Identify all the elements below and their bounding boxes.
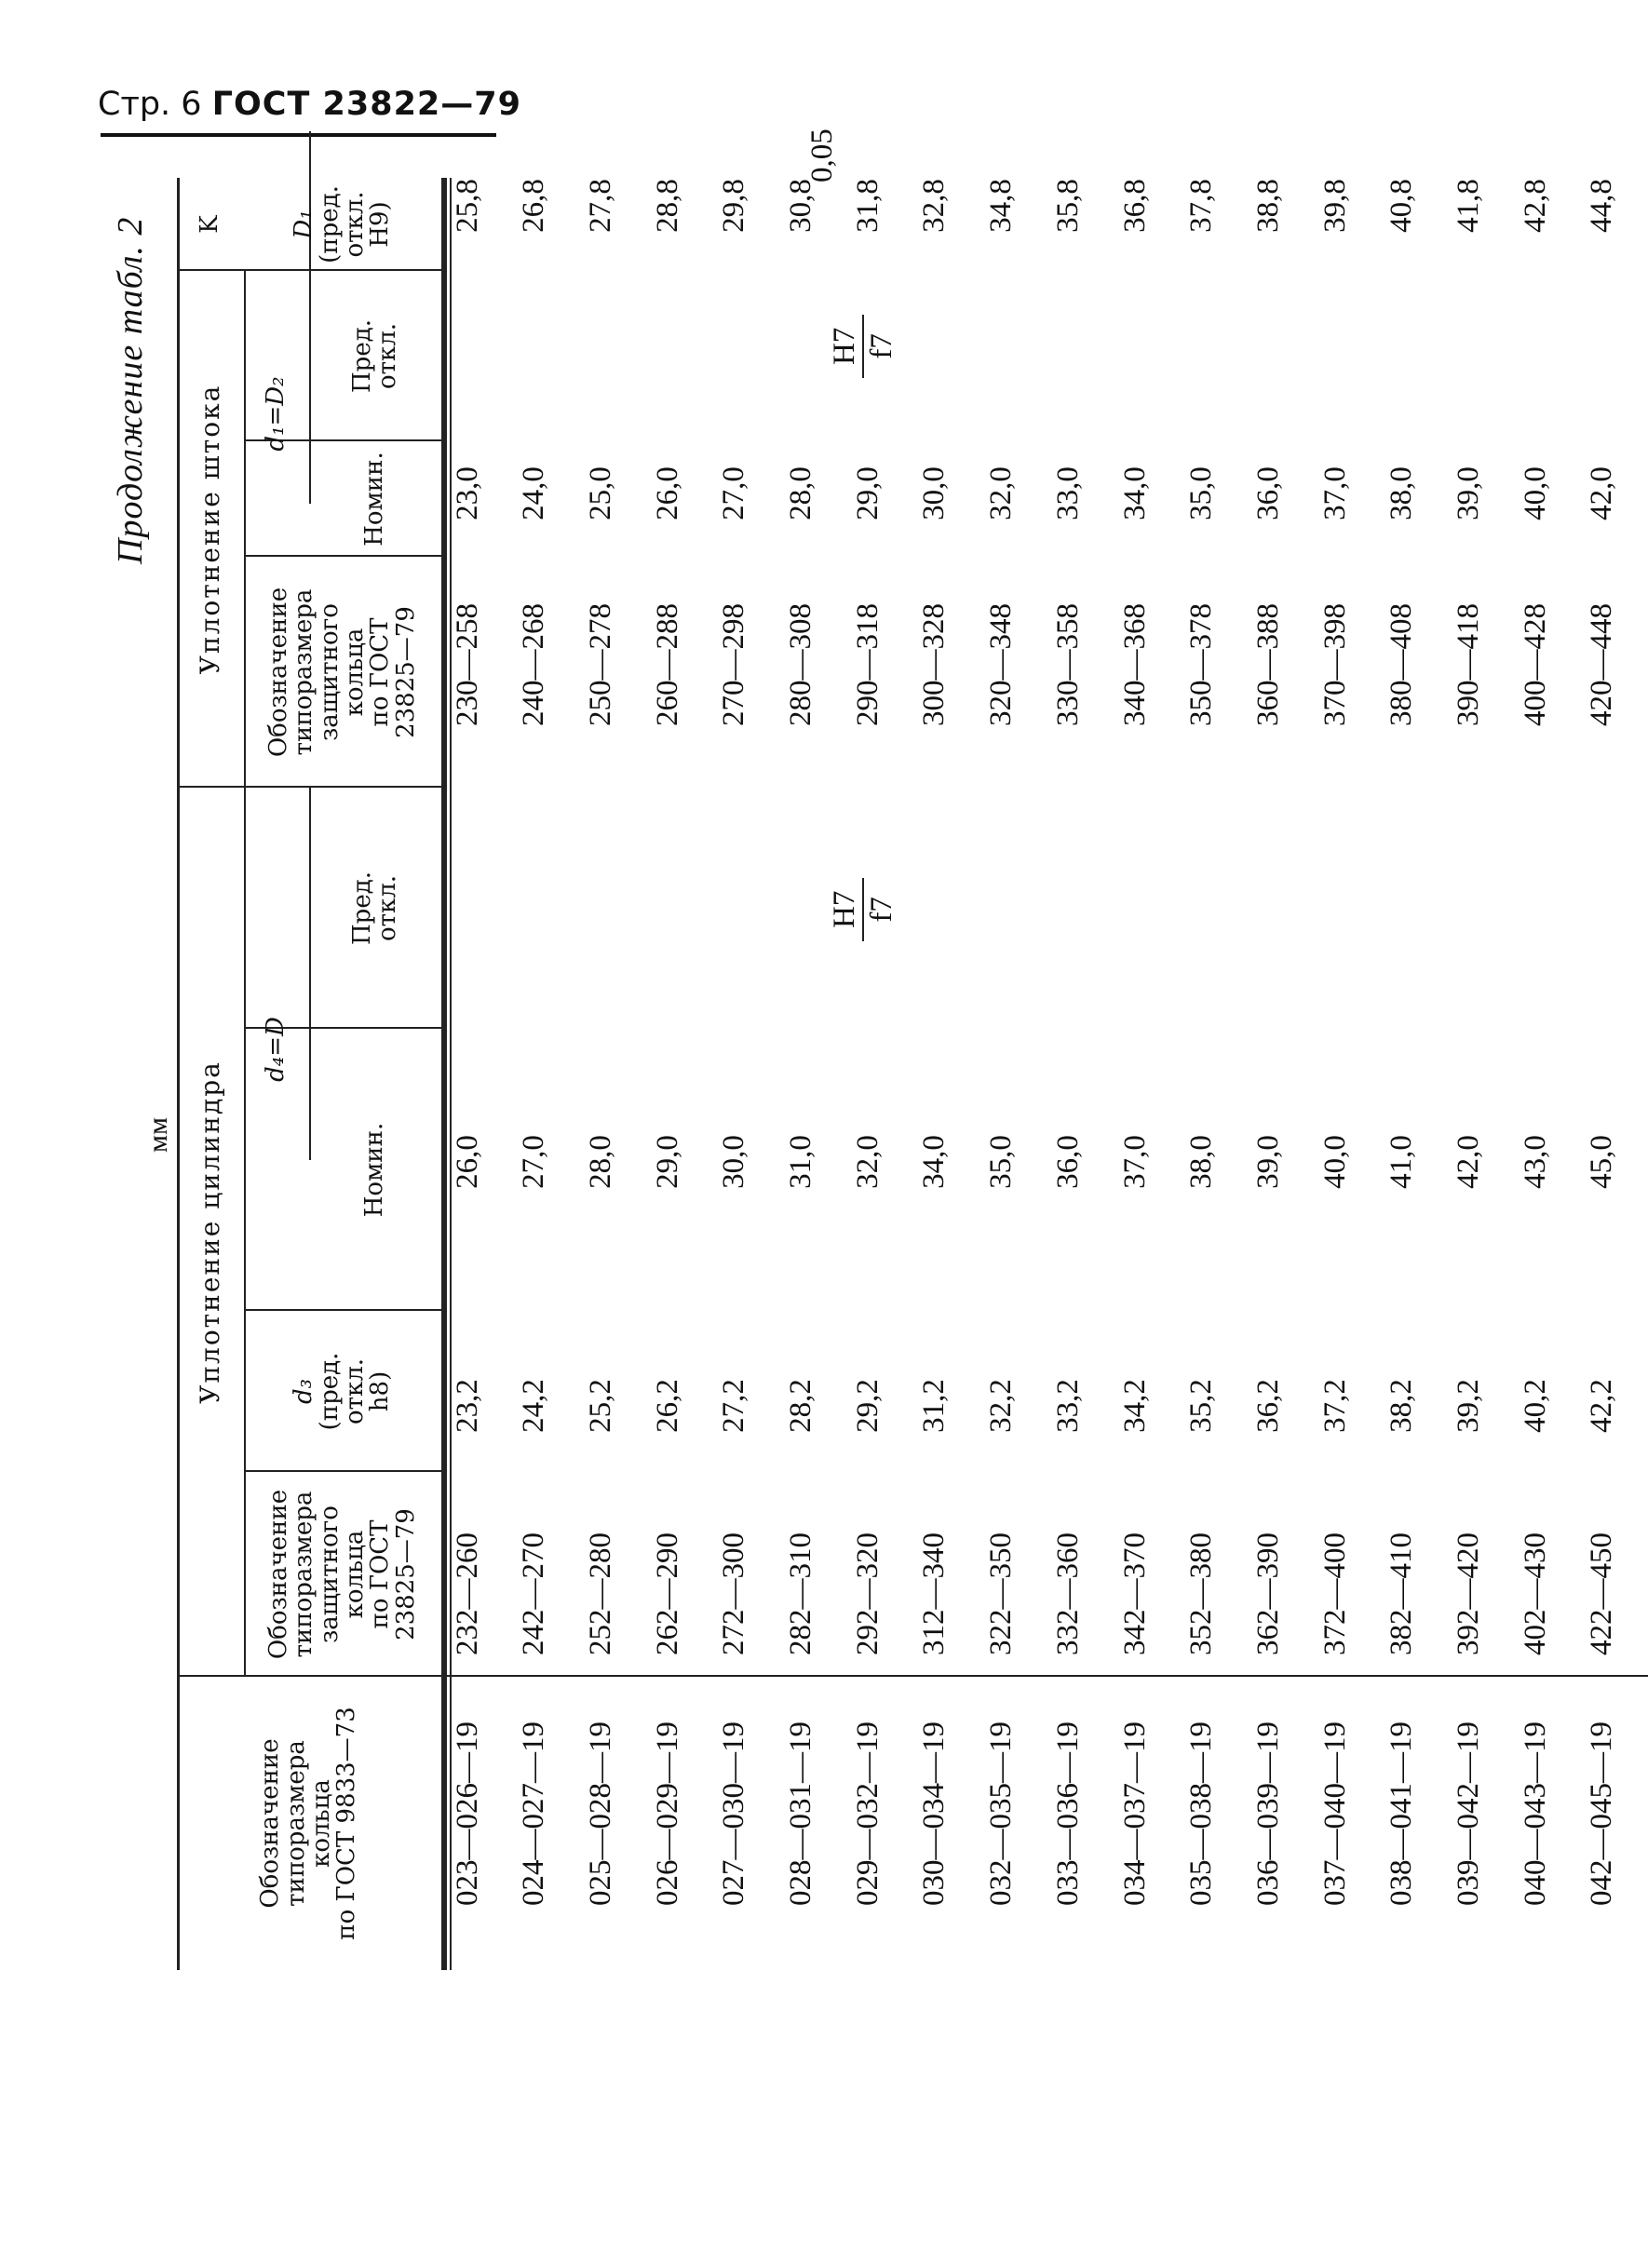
cell-rod-nominal: 39,0: [1452, 466, 1485, 520]
cell-rod-D1: 30,8: [784, 179, 817, 233]
cell-cyl-protective-ring: 332—360: [1050, 1532, 1085, 1655]
cell-rod-protective-ring: 370—398: [1317, 603, 1352, 726]
cell-rod-D1: 32,8: [917, 179, 952, 233]
cell-rod-nominal: 40,0: [1518, 466, 1552, 520]
cell-rod-D1: 39,8: [1317, 179, 1352, 233]
page-label: Стр. 6: [98, 86, 202, 123]
cell-cyl-nominal: 38,0: [1184, 1135, 1219, 1189]
cell-cyl-d3: 23,2: [450, 1379, 484, 1433]
hdr-cyl-d3: d₃ (пред. откл. h8): [290, 1352, 395, 1431]
cell-rod-nominal: 35,0: [1184, 466, 1219, 520]
gost-table: [177, 128, 1648, 1970]
cell-cyl-nominal: 34,0: [917, 1135, 952, 1189]
rod-tolerance-fraction: H7 f7: [827, 315, 899, 378]
cell-rod-protective-ring: 390—418: [1452, 603, 1485, 726]
hdr-rod-d1-group: d₁=D₂: [262, 376, 290, 452]
hdr-rod-protective-ring: Обозначение типоразмера защитного кольца по ГОСТ 23825—79: [264, 587, 420, 758]
cell-cyl-protective-ring: 382—410: [1385, 1532, 1419, 1655]
cell-cyl-protective-ring: 372—400: [1317, 1532, 1352, 1655]
cell-cyl-nominal: 35,0: [984, 1135, 1019, 1189]
cell-rod-D1: 29,8: [717, 179, 751, 233]
cell-cyl-protective-ring: 262—290: [650, 1532, 684, 1655]
cell-rod-protective-ring: 420—448: [1585, 603, 1619, 726]
cell-cyl-protective-ring: 392—420: [1452, 1532, 1485, 1655]
hdr-cylinder-group: Уплотнение цилиндра: [195, 1060, 226, 1404]
cell-ring-size: 025—028—19: [583, 1721, 617, 1906]
continuation-title: Продолжение табл. 2: [111, 216, 150, 564]
cell-ring-size: 024—027—19: [517, 1721, 551, 1906]
k-value: 0,05: [805, 128, 839, 182]
cell-rod-protective-ring: 230—258: [450, 603, 484, 726]
cell-ring-size: 028—031—19: [784, 1721, 817, 1906]
cell-cyl-nominal: 45,0: [1585, 1135, 1619, 1189]
cyl-tolerance-fraction: H7 f7: [827, 878, 899, 941]
cell-rod-nominal: 34,0: [1117, 466, 1152, 520]
cell-cyl-protective-ring: 292—320: [850, 1532, 885, 1655]
cell-cyl-protective-ring: 232—260: [450, 1532, 484, 1655]
cell-rod-protective-ring: 350—378: [1184, 603, 1219, 726]
cell-cyl-d3: 24,2: [517, 1379, 551, 1433]
cell-rod-protective-ring: 340—368: [1117, 603, 1152, 726]
cell-cyl-d3: 35,2: [1184, 1379, 1219, 1433]
cell-rod-D1: 41,8: [1452, 179, 1485, 233]
cell-rod-D1: 37,8: [1184, 179, 1219, 233]
cell-cyl-d3: 34,2: [1117, 1379, 1152, 1433]
cell-cyl-d3: 31,2: [917, 1379, 952, 1433]
cell-cyl-nominal: 43,0: [1518, 1135, 1552, 1189]
cell-ring-size: 036—039—19: [1250, 1721, 1285, 1906]
cell-rod-D1: 42,8: [1518, 179, 1552, 233]
cell-cyl-nominal: 37,0: [1117, 1135, 1152, 1189]
cell-cyl-nominal: 28,0: [583, 1135, 617, 1189]
cell-cyl-nominal: 29,0: [650, 1135, 684, 1189]
hdr-rod-nominal: Номин.: [360, 452, 389, 547]
cell-cyl-protective-ring: 402—430: [1518, 1532, 1552, 1655]
hdr-k: K: [196, 215, 224, 234]
cell-ring-size: 038—041—19: [1385, 1721, 1419, 1906]
cell-ring-size: 033—036—19: [1050, 1721, 1085, 1906]
cell-cyl-protective-ring: 352—380: [1184, 1532, 1219, 1655]
cell-rod-nominal: 24,0: [517, 466, 551, 520]
hdr-cyl-nominal: Номин.: [360, 1122, 389, 1218]
cell-cyl-d3: 25,2: [583, 1379, 617, 1433]
cell-rod-protective-ring: 400—428: [1518, 603, 1552, 726]
cell-ring-size: 032—035—19: [984, 1721, 1019, 1906]
cell-rod-nominal: 26,0: [650, 466, 684, 520]
cell-cyl-protective-ring: 342—370: [1117, 1532, 1152, 1655]
cell-rod-nominal: 33,0: [1050, 466, 1085, 520]
cell-cyl-d3: 38,2: [1385, 1379, 1419, 1433]
cell-rod-nominal: 42,0: [1585, 466, 1619, 520]
cell-rod-protective-ring: 260—288: [650, 603, 684, 726]
cell-rod-nominal: 30,0: [917, 466, 952, 520]
cell-cyl-nominal: 26,0: [450, 1135, 484, 1189]
hdr-cyl-protective-ring: Обозначение типоразмера защитного кольца по ГОСТ 23825—79: [264, 1489, 420, 1660]
cell-rod-protective-ring: 380—408: [1385, 603, 1419, 726]
cell-ring-size: 039—042—19: [1452, 1721, 1485, 1906]
cell-cyl-protective-ring: 422—450: [1585, 1532, 1619, 1655]
cell-cyl-protective-ring: 322—350: [984, 1532, 1019, 1655]
cell-rod-nominal: 37,0: [1317, 466, 1352, 520]
cell-rod-protective-ring: 290—318: [850, 603, 885, 726]
cell-cyl-d3: 39,2: [1452, 1379, 1485, 1433]
cell-cyl-d3: 28,2: [784, 1379, 817, 1433]
cell-cyl-protective-ring: 252—280: [583, 1532, 617, 1655]
cell-rod-D1: 40,8: [1385, 179, 1419, 233]
cell-cyl-protective-ring: 242—270: [517, 1532, 551, 1655]
cell-cyl-nominal: 30,0: [717, 1135, 751, 1189]
cell-rod-protective-ring: 300—328: [917, 603, 952, 726]
hdr-rod-tolerance: Пред. откл.: [347, 319, 401, 393]
standard-number: ГОСТ 23822—79: [211, 86, 521, 123]
cell-rod-protective-ring: 320—348: [984, 603, 1019, 726]
cell-rod-nominal: 29,0: [850, 466, 885, 520]
cell-cyl-protective-ring: 312—340: [917, 1532, 952, 1655]
cell-ring-size: 035—038—19: [1184, 1721, 1219, 1906]
cell-cyl-nominal: 31,0: [784, 1135, 817, 1189]
cell-rod-D1: 31,8: [850, 179, 885, 233]
cell-ring-size: 029—032—19: [850, 1721, 885, 1906]
cell-rod-nominal: 36,0: [1250, 466, 1285, 520]
cell-cyl-d3: 26,2: [650, 1379, 684, 1433]
cell-rod-protective-ring: 360—388: [1250, 603, 1285, 726]
cell-cyl-d3: 33,2: [1050, 1379, 1085, 1433]
cell-ring-size: 040—043—19: [1518, 1721, 1552, 1906]
hdr-rod-D1: D₁ (пред. откл. H9): [290, 185, 395, 263]
cell-cyl-protective-ring: 272—300: [717, 1532, 751, 1655]
cell-rod-protective-ring: 270—298: [717, 603, 751, 726]
cell-rod-D1: 36,8: [1117, 179, 1152, 233]
cell-cyl-d3: 32,2: [984, 1379, 1019, 1433]
cell-ring-size: 037—040—19: [1317, 1721, 1352, 1906]
cell-cyl-nominal: 42,0: [1452, 1135, 1485, 1189]
cell-rod-D1: 27,8: [583, 179, 617, 233]
cell-cyl-d3: 37,2: [1317, 1379, 1352, 1433]
cell-cyl-nominal: 39,0: [1250, 1135, 1285, 1189]
cell-cyl-d3: 29,2: [850, 1379, 885, 1433]
cell-rod-nominal: 23,0: [450, 466, 484, 520]
cell-cyl-d3: 42,2: [1585, 1379, 1619, 1433]
cell-rod-protective-ring: 240—268: [517, 603, 551, 726]
cell-cyl-nominal: 41,0: [1385, 1135, 1419, 1189]
cell-rod-D1: 35,8: [1050, 179, 1085, 233]
cell-rod-nominal: 25,0: [583, 466, 617, 520]
cell-ring-size: 030—034—19: [917, 1721, 952, 1906]
cell-rod-D1: 26,8: [517, 179, 551, 233]
cell-ring-size: 026—029—19: [650, 1721, 684, 1906]
cell-cyl-protective-ring: 282—310: [784, 1532, 817, 1655]
cell-rod-D1: 38,8: [1250, 179, 1285, 233]
cell-rod-protective-ring: 250—278: [583, 603, 617, 726]
cell-ring-size: 023—026—19: [450, 1721, 484, 1906]
cell-rod-D1: 28,8: [650, 179, 684, 233]
cell-rod-nominal: 32,0: [984, 466, 1019, 520]
cell-rod-protective-ring: 280—308: [784, 603, 817, 726]
cell-cyl-nominal: 27,0: [517, 1135, 551, 1189]
cell-cyl-d3: 36,2: [1250, 1379, 1285, 1433]
cell-cyl-nominal: 36,0: [1050, 1135, 1085, 1189]
cell-rod-D1: 44,8: [1585, 179, 1619, 233]
cell-rod-D1: 34,8: [984, 179, 1019, 233]
cell-cyl-d3: 40,2: [1518, 1379, 1552, 1433]
cell-cyl-nominal: 40,0: [1317, 1135, 1352, 1189]
hdr-rod-group: Уплотнение штока: [195, 384, 226, 675]
cell-ring-size: 027—030—19: [717, 1721, 751, 1906]
cell-ring-size: 034—037—19: [1117, 1721, 1152, 1906]
cell-cyl-protective-ring: 362—390: [1250, 1532, 1285, 1655]
cell-rod-nominal: 27,0: [717, 466, 751, 520]
cell-cyl-d3: 27,2: [717, 1379, 751, 1433]
hdr-ring-size: Обозначение типоразмера кольца по ГОСТ 9833—73: [256, 1707, 361, 1940]
cell-rod-nominal: 38,0: [1385, 466, 1419, 520]
cell-rod-nominal: 28,0: [784, 466, 817, 520]
hdr-cyl-tolerance: Пред. откл.: [347, 871, 401, 945]
cell-rod-protective-ring: 330—358: [1050, 603, 1085, 726]
hdr-cyl-d4-group: d₄=D: [262, 1017, 290, 1082]
unit-label: мм: [142, 1117, 173, 1153]
cell-ring-size: 042—045—19: [1585, 1721, 1619, 1906]
cell-rod-D1: 25,8: [450, 179, 484, 233]
cell-cyl-nominal: 32,0: [850, 1135, 885, 1189]
